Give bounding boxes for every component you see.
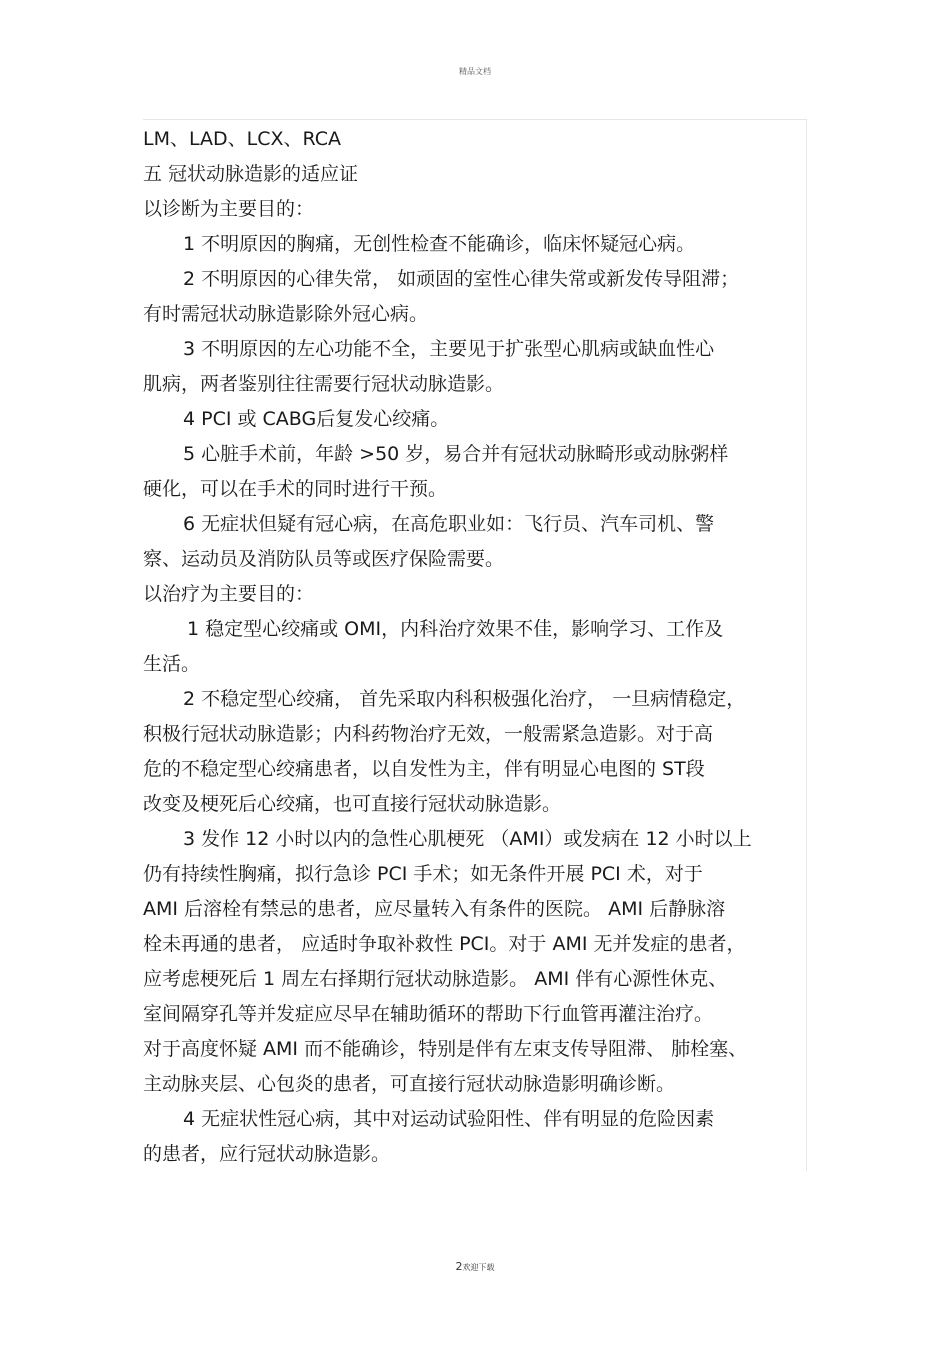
text-line: 4 PCI 或 CABG后复发心绞痛。 <box>183 408 450 430</box>
text-line: 5 心脏手术前，年龄 >50 岁，易合并有冠状动脉畸形或动脉粥样 <box>183 443 729 465</box>
text-line: 有时需冠状动脉造影除外冠心病。 <box>143 303 429 325</box>
text-line: 以诊断为主要目的： <box>143 198 315 220</box>
text-line: 2 不明原因的心律失常， 如顽固的室性心律失常或新发传导阻滞； <box>183 268 740 290</box>
text-line: 肌病，两者鉴别往往需要行冠状动脉造影。 <box>143 373 505 395</box>
text-line: LM、LAD、LCX、RCA <box>143 128 342 150</box>
text-line: 6 无症状但疑有冠心病，在高危职业如：飞行员、汽车司机、警 <box>183 513 715 535</box>
text-line: 以治疗为主要目的： <box>143 583 315 605</box>
text-line: 察、运动员及消防队员等或医疗保险需要。 <box>143 548 505 570</box>
text-line: 对于高度怀疑 AMI 而不能确诊，特别是伴有左束支传导阻滞、 肺栓塞、 <box>143 1038 748 1060</box>
text-line: 1 稳定型心绞痛或 OMI，内科治疗效果不佳，影响学习、工作及 <box>187 618 724 640</box>
text-line: 危的不稳定型心绞痛患者，以自发性为主，伴有明显心电图的 ST段 <box>143 758 705 780</box>
document-body <box>143 122 813 1172</box>
text-line: 硬化，可以在手术的同时进行干预。 <box>143 478 448 500</box>
text-line: 栓未再通的患者， 应适时争取补救性 PCI。对于 AMI 无并发症的患者， <box>143 933 746 955</box>
text-line: 3 发作 12 小时以内的急性心肌梗死 （AMI）或发病在 12 小时以上 <box>183 828 752 850</box>
text-line: 仍有持续性胸痛，拟行急诊 PCI 手术；如无条件开展 PCI 术，对于 <box>143 863 703 885</box>
text-line: 3 不明原因的左心功能不全，主要见于扩张型心肌病或缺血性心 <box>183 338 715 360</box>
text-line: 改变及梗死后心绞痛，也可直接行冠状动脉造影。 <box>143 793 562 815</box>
text-line: 4 无症状性冠心病，其中对运动试验阳性、伴有明显的危险因素 <box>183 1108 715 1130</box>
page-number: 2 <box>455 1260 463 1273</box>
page-footer <box>0 1260 950 1273</box>
text-line: 2 不稳定型心绞痛， 首先采取内科积极强化治疗， 一旦病情稳定， <box>183 688 746 710</box>
text-line: 五 冠状动脉造影的适应证 <box>143 163 359 185</box>
text-line: AMI 后溶栓有禁忌的患者，应尽量转入有条件的医院。 AMI 后静脉溶 <box>143 898 726 920</box>
text-line: 主动脉夹层、心包炎的患者，可直接行冠状动脉造影明确诊断。 <box>143 1073 676 1095</box>
text-line: 积极行冠状动脉造影；内科药物治疗无效，一般需紧急造影。对于高 <box>143 723 714 745</box>
text-line: 生活。 <box>143 653 201 675</box>
page-header-label: 精品文档 <box>459 67 491 76</box>
text-line: 的患者，应行冠状动脉造影。 <box>143 1143 391 1165</box>
text-line: 应考虑梗死后 1 周左右择期行冠状动脉造影。 AMI 伴有心源性休克、 <box>143 968 728 990</box>
text-line: 1 不明原因的胸痛，无创性检查不能确诊，临床怀疑冠心病。 <box>183 233 696 255</box>
footer-label: 欢迎下载 <box>462 1263 495 1272</box>
text-line: 室间隔穿孔等并发症应尽早在辅助循环的帮助下行血管再灌注治疗。 <box>143 1003 714 1025</box>
